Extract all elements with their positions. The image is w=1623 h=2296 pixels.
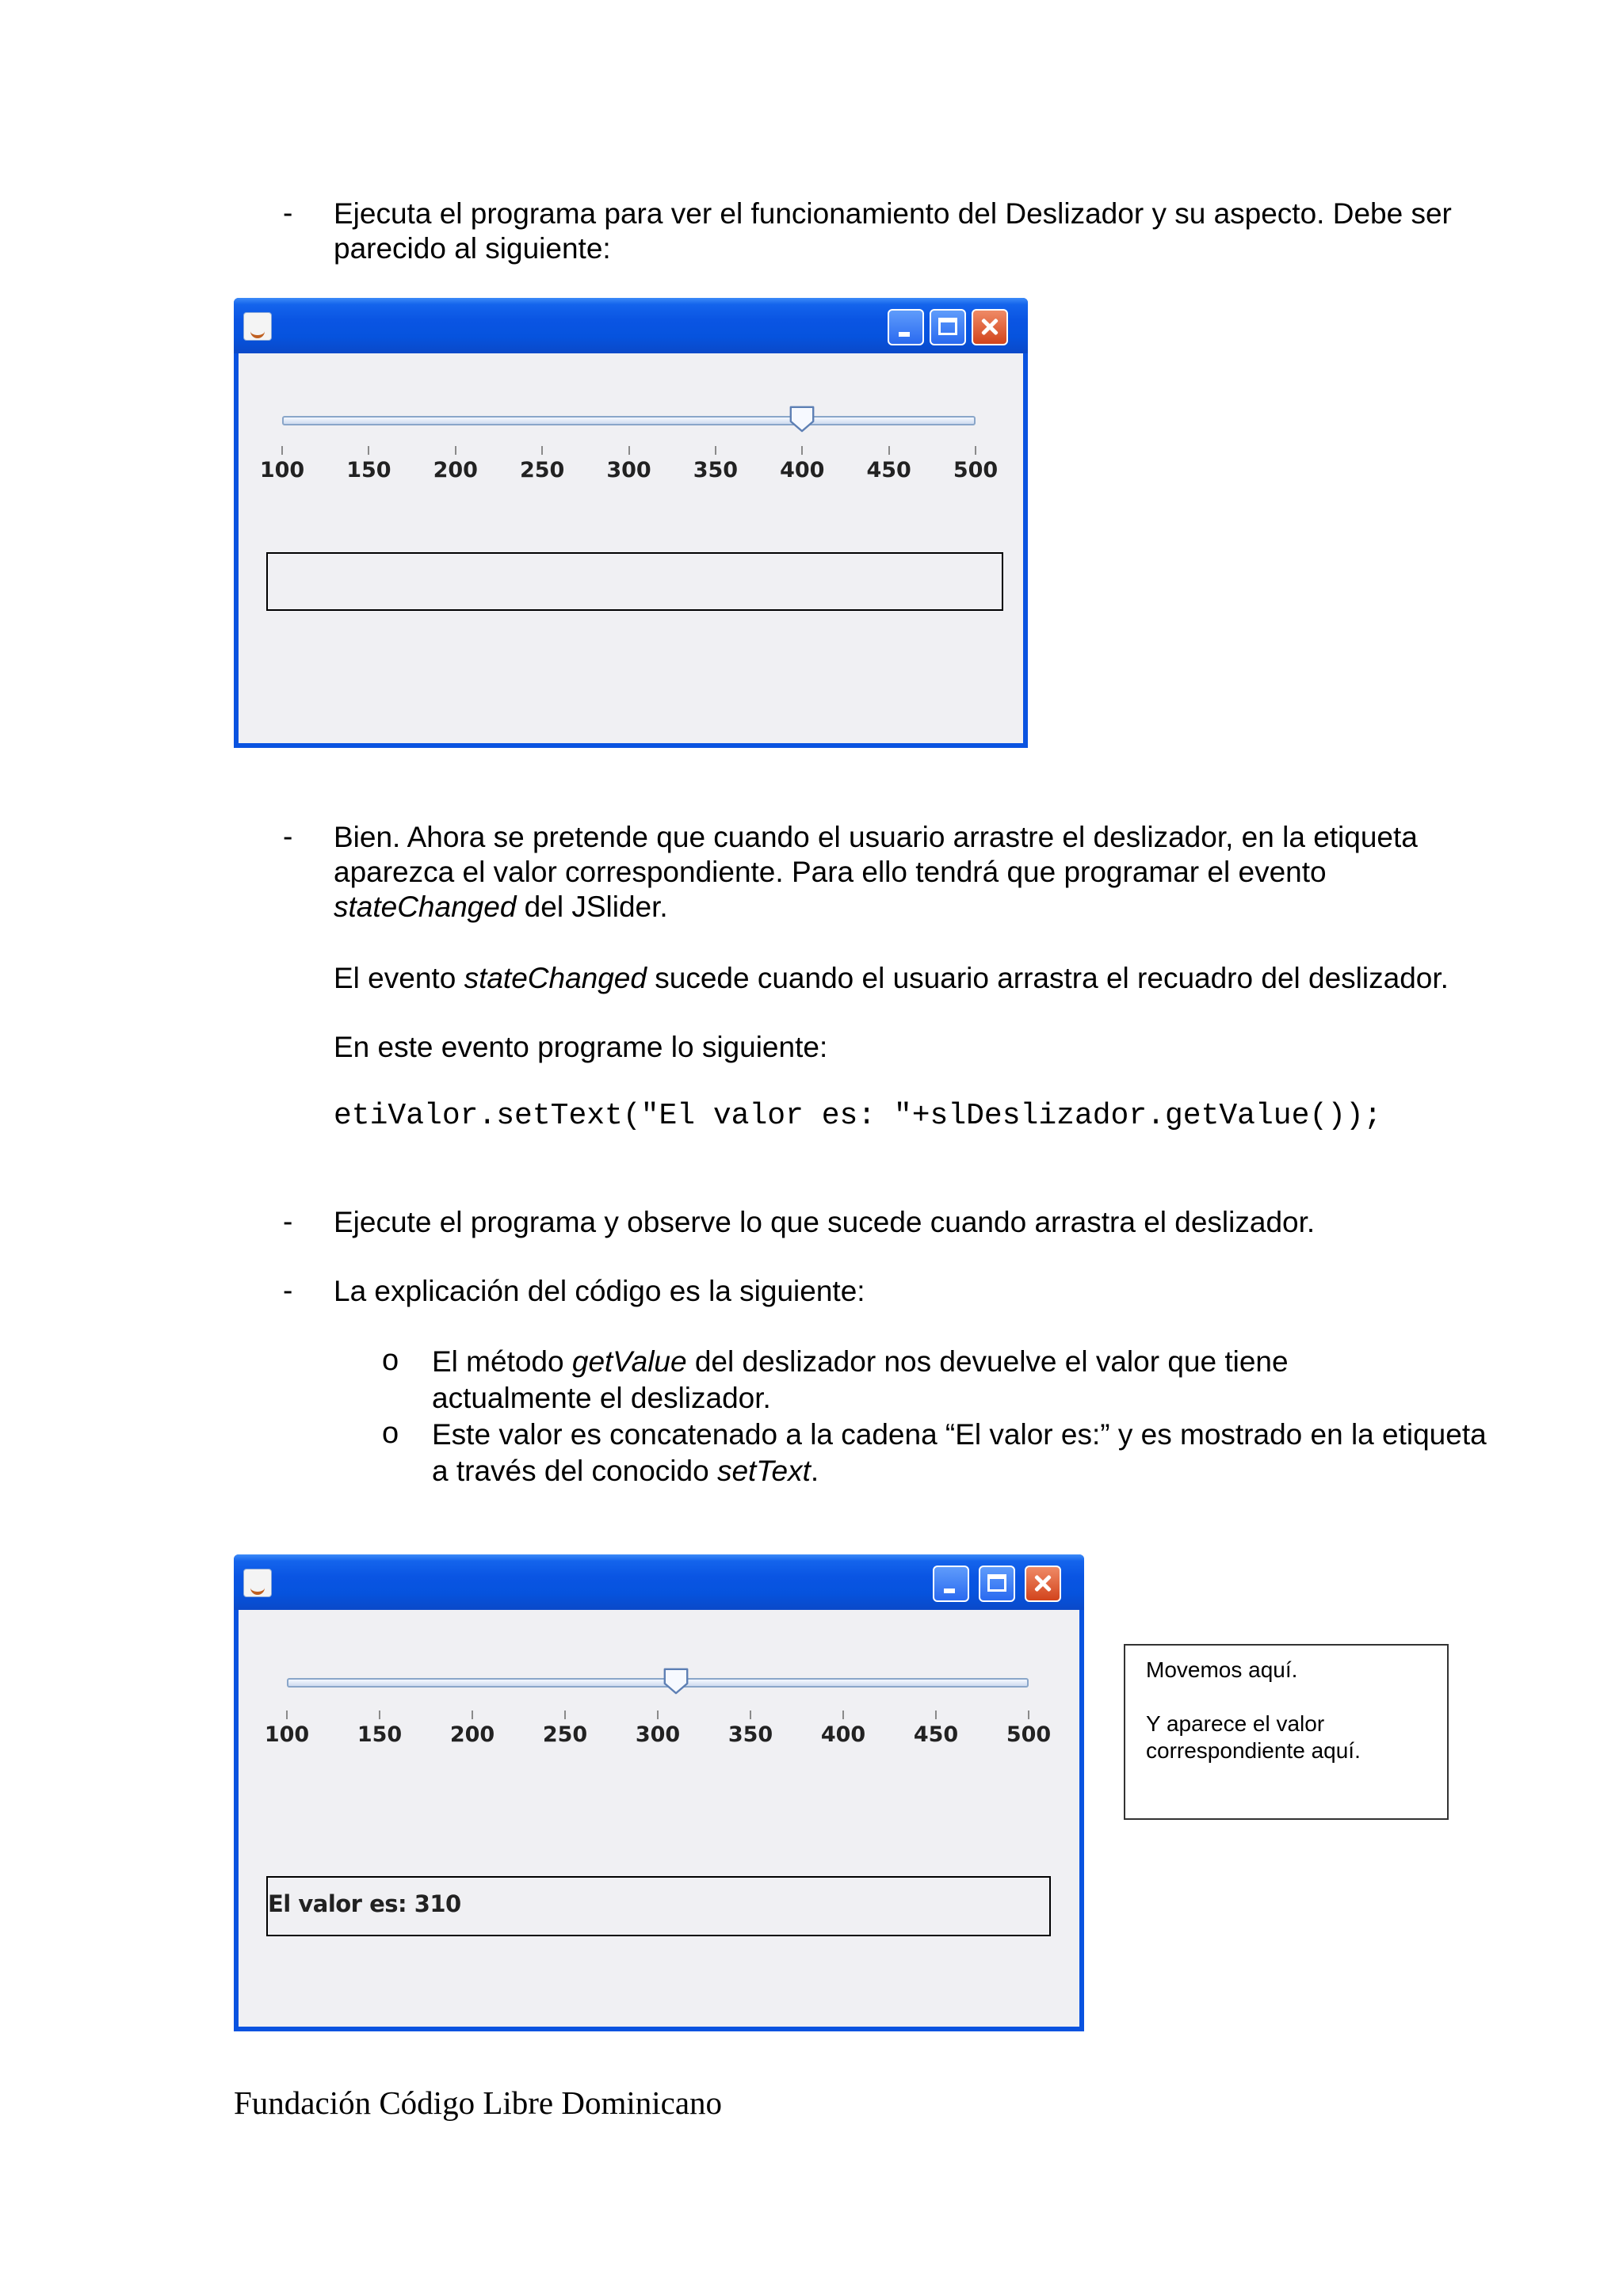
text: del JSlider. <box>516 891 668 923</box>
close-button[interactable] <box>972 309 1008 345</box>
slider-tick <box>801 446 803 455</box>
sub-item-getvalue <box>432 1344 1446 1417</box>
slider-tick <box>628 446 630 455</box>
slider-tick-label: 450 <box>913 1722 959 1747</box>
value-label <box>266 552 1003 611</box>
sub-item-concat <box>432 1417 1494 1489</box>
minimize-icon <box>944 1589 955 1593</box>
maximize-button[interactable] <box>930 309 966 345</box>
slider-tick-label: 100 <box>259 458 305 482</box>
minimize-button[interactable] <box>888 309 924 345</box>
text: El método <box>432 1345 572 1378</box>
slider-tick <box>564 1711 566 1719</box>
paragraph-program: En este evento programe lo siguiente: <box>334 1031 828 1063</box>
text: del deslizador nos devuelve el valor que tiene actualmente el deslizador. <box>432 1345 1289 1414</box>
code-line: etiValor.setText("El valor es: "+slDeslizador.getValue()); <box>334 1099 1382 1133</box>
slider-track[interactable] <box>282 416 976 425</box>
slider-tick <box>715 446 716 455</box>
slider-tick <box>888 446 890 455</box>
slider-tick-label: 300 <box>606 458 651 482</box>
text: sucede cuando el usuario arrastra el recuadro del deslizador. <box>646 962 1449 994</box>
slider-tick <box>541 446 543 455</box>
slider-tick-label: 350 <box>727 1722 773 1747</box>
slider-tick-label: 200 <box>449 1722 495 1747</box>
bullet-dash: - <box>283 196 293 229</box>
value-label <box>266 1876 1051 1936</box>
bullet-dash: - <box>283 1274 293 1306</box>
close-icon <box>1026 1567 1060 1600</box>
bullet-dash: - <box>283 820 293 852</box>
minimize-button[interactable] <box>933 1566 969 1602</box>
slider-tick <box>657 1711 659 1719</box>
slider-tick-label: 450 <box>866 458 911 482</box>
paragraph-explanation: La explicación del código es la siguiente: <box>334 1275 865 1307</box>
slider-tick-label: 350 <box>693 458 739 482</box>
paragraph-event <box>334 961 1570 996</box>
close-button[interactable] <box>1025 1566 1061 1602</box>
slider-tick <box>842 1711 844 1719</box>
slider-tick-label: 200 <box>433 458 478 482</box>
window-client-area <box>239 1610 1079 2027</box>
text: Este valor es concatenado a la cadena “El valor es:” y es mostrado en la etiqueta a través del conocido <box>432 1418 1487 1487</box>
slider-tick <box>286 1711 288 1719</box>
italic-term: stateChanged <box>464 962 647 994</box>
slider-tick <box>379 1711 380 1719</box>
note-line-1: Movemos aquí. <box>1146 1657 1298 1682</box>
slider-tick-label: 400 <box>820 1722 866 1747</box>
slider-track[interactable] <box>287 1678 1029 1688</box>
maximize-button[interactable] <box>979 1566 1015 1602</box>
close-icon <box>973 311 1006 344</box>
text: . <box>810 1455 819 1487</box>
slider-tick-label: 500 <box>953 458 999 482</box>
window-client-area <box>239 353 1023 743</box>
sub-bullet: o <box>382 1417 399 1450</box>
java-cup-icon[interactable] <box>243 1569 272 1597</box>
slider-thumb[interactable] <box>788 405 816 433</box>
slider-tick-label: 250 <box>519 458 565 482</box>
text: El evento <box>334 962 464 994</box>
title-bar[interactable] <box>234 298 1028 353</box>
slider-tick-label: 150 <box>346 458 391 482</box>
slider-tick <box>975 446 976 455</box>
footer: Fundación Código Libre Dominicano <box>234 2084 723 2121</box>
slider-tick-label: 500 <box>1006 1722 1052 1747</box>
paragraph-run: Ejecute el programa y observe lo que sucede cuando arrastra el deslizador. <box>334 1206 1316 1238</box>
slider-tick-label: 250 <box>542 1722 588 1747</box>
app-window-1 <box>234 298 1028 748</box>
title-bar[interactable] <box>234 1554 1084 1610</box>
slider-tick-label: 100 <box>264 1722 310 1747</box>
slider-thumb[interactable] <box>662 1667 690 1695</box>
java-cup-icon[interactable] <box>243 312 272 341</box>
slider-tick <box>368 446 369 455</box>
text: Bien. Ahora se pretende que cuando el usuario arrastre el deslizador, en la etiqueta aparezca el valor correspondiente. Para ello tendrá que programar el evento <box>334 821 1418 888</box>
slider-tick-label: 150 <box>357 1722 403 1747</box>
paragraph-statechanged <box>334 820 1507 925</box>
slider-tick-label: 300 <box>635 1722 681 1747</box>
app-window-2 <box>234 1554 1084 2031</box>
sub-bullet: o <box>382 1344 399 1377</box>
note-line-2: Y aparece el valor correspondiente aquí. <box>1146 1711 1361 1763</box>
annotation-note <box>1124 1644 1449 1820</box>
slider-tick <box>1028 1711 1029 1719</box>
value-label-text: El valor es: 310 <box>268 1890 461 1917</box>
italic-term: getValue <box>571 1345 687 1378</box>
maximize-icon <box>987 1574 1006 1592</box>
bullet-dash: - <box>283 1205 293 1238</box>
slider-tick <box>935 1711 937 1719</box>
slider-tick <box>281 446 283 455</box>
italic-term: setText <box>716 1455 811 1487</box>
slider-tick-label: 400 <box>780 458 825 482</box>
slider-tick <box>455 446 456 455</box>
slider-tick <box>472 1711 473 1719</box>
italic-term: stateChanged <box>334 891 517 923</box>
intro-paragraph: Ejecuta el programa para ver el funcionamiento del Deslizador y su aspecto. Debe ser parecido al siguiente: <box>334 197 1452 265</box>
maximize-icon <box>938 318 957 335</box>
minimize-icon <box>899 332 910 337</box>
slider-tick <box>750 1711 751 1719</box>
